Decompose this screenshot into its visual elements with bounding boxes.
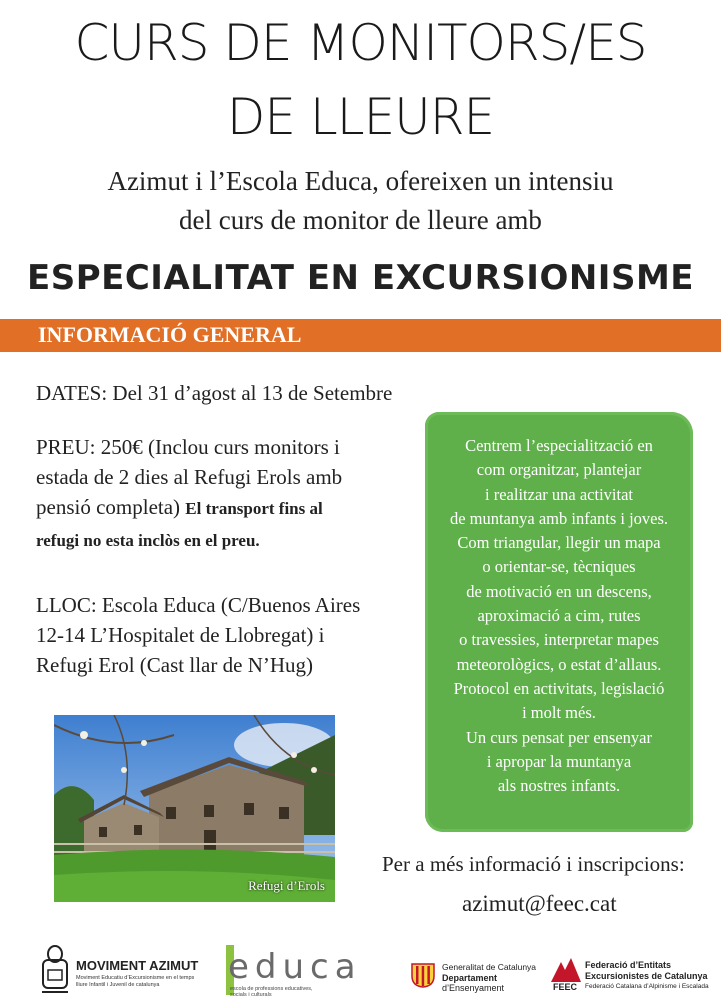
description-line: Un curs pensat per ensenyar xyxy=(465,727,652,747)
description-line: Com triangular, llegir un mapa xyxy=(457,533,661,553)
gencat-shield-icon xyxy=(410,962,436,988)
banner-label: INFORMACIÓ GENERAL xyxy=(38,322,302,347)
place-line: LLOC: Escola Educa (C/Buenos Aires xyxy=(36,593,361,617)
place-block xyxy=(36,590,416,680)
azimut-subtitle-2: lliure Infantil i Juvenil de catalunya xyxy=(76,982,160,988)
price-line xyxy=(36,492,416,524)
educa-name: educa xyxy=(228,947,362,987)
description-line: als nostres infants. xyxy=(497,776,621,796)
feec-logo xyxy=(551,956,716,996)
feec-line-1: Federació d’Entitats xyxy=(585,960,672,970)
description-line: i realitzar una activitat xyxy=(485,484,633,504)
price-block xyxy=(36,432,416,556)
photo-caption: Refugi d’Erols xyxy=(248,878,325,893)
description-line: o travessies, interpretar mapes xyxy=(459,630,659,650)
gencat-name: Generalitat de Catalunya xyxy=(442,962,537,972)
price-line-text: pensió completa) xyxy=(36,495,181,519)
azimut-name: MOVIMENT AZIMUT xyxy=(76,958,199,973)
title-line-2: DE LLEURE xyxy=(226,88,495,146)
description-line: Centrem l’especialització en xyxy=(465,436,653,455)
contact-email[interactable]: azimut@feec.cat xyxy=(462,891,617,916)
dates-text: DATES: Del 31 d’agost al 13 de Setembre xyxy=(36,381,393,405)
refuge-illustration xyxy=(54,715,335,902)
feec-abbr: FEEC xyxy=(553,982,578,992)
description-line: de motivació en un descens, xyxy=(466,581,652,601)
educa-subtitle-2: socials i culturals xyxy=(230,992,272,998)
place-line: 12-14 L’Hospitalet de Llobregat) i xyxy=(36,623,325,647)
gencat-logo xyxy=(410,960,550,996)
subtitle-line-1: Azimut i l’Escola Educa, ofereixen un intensiu xyxy=(107,166,614,196)
description-line: i molt més. xyxy=(522,703,596,723)
description-line: i apropar la muntanya xyxy=(486,751,632,771)
azimut-logo xyxy=(38,944,218,996)
educa-subtitle-1: escola de professions educatives, xyxy=(230,986,313,992)
description-line: o orientar-se, tècniques xyxy=(482,557,636,577)
backpack-icon xyxy=(38,944,72,996)
subtitle-line-2: del curs de monitor de lleure amb xyxy=(179,205,542,235)
refuge-photo xyxy=(54,715,335,902)
price-line: estada de 2 dies al Refugi Erols amb xyxy=(36,465,343,489)
description-line: de muntanya amb infants i joves. xyxy=(449,508,669,528)
price-line: PREU: 250€ (Inclou curs monitors i xyxy=(36,435,340,459)
educa-logo xyxy=(226,945,366,997)
price-line xyxy=(36,524,416,556)
place-line: Refugi Erol (Cast llar de N’Hug) xyxy=(36,653,314,677)
description-line: meteorològics, o estat d’allaus. xyxy=(456,654,662,674)
description-text xyxy=(425,434,693,798)
feec-line-2: Excursionistes de Catalunya xyxy=(585,971,708,981)
description-line: aproximació a cim, rutes xyxy=(477,606,641,626)
general-info-banner xyxy=(0,319,721,352)
feec-line-3: Federació Catalana d’Alpinisme i Escalada xyxy=(585,983,709,990)
azimut-subtitle-1: Moviment Educatiu d’Excursionisme en el temps xyxy=(76,975,195,981)
description-box xyxy=(425,412,693,832)
transport-note-1: El transport fins al xyxy=(185,499,323,518)
mountain-icon xyxy=(551,956,581,982)
title-line-1: CURS DE MONITORS/ES xyxy=(74,14,647,72)
more-info-text: Per a més informació i inscripcions: xyxy=(382,852,685,876)
gencat-ensenyament: d’Ensenyament xyxy=(442,983,505,993)
description-line: Protocol en activitats, legislació xyxy=(453,678,665,698)
speciality-heading: ESPECIALITAT EN EXCURSIONISME xyxy=(26,258,695,298)
transport-note-2: refugi no esta inclòs en el preu. xyxy=(36,531,260,550)
description-line: com organitzar, plantejar xyxy=(476,460,642,480)
gencat-department: Departament xyxy=(442,973,498,983)
